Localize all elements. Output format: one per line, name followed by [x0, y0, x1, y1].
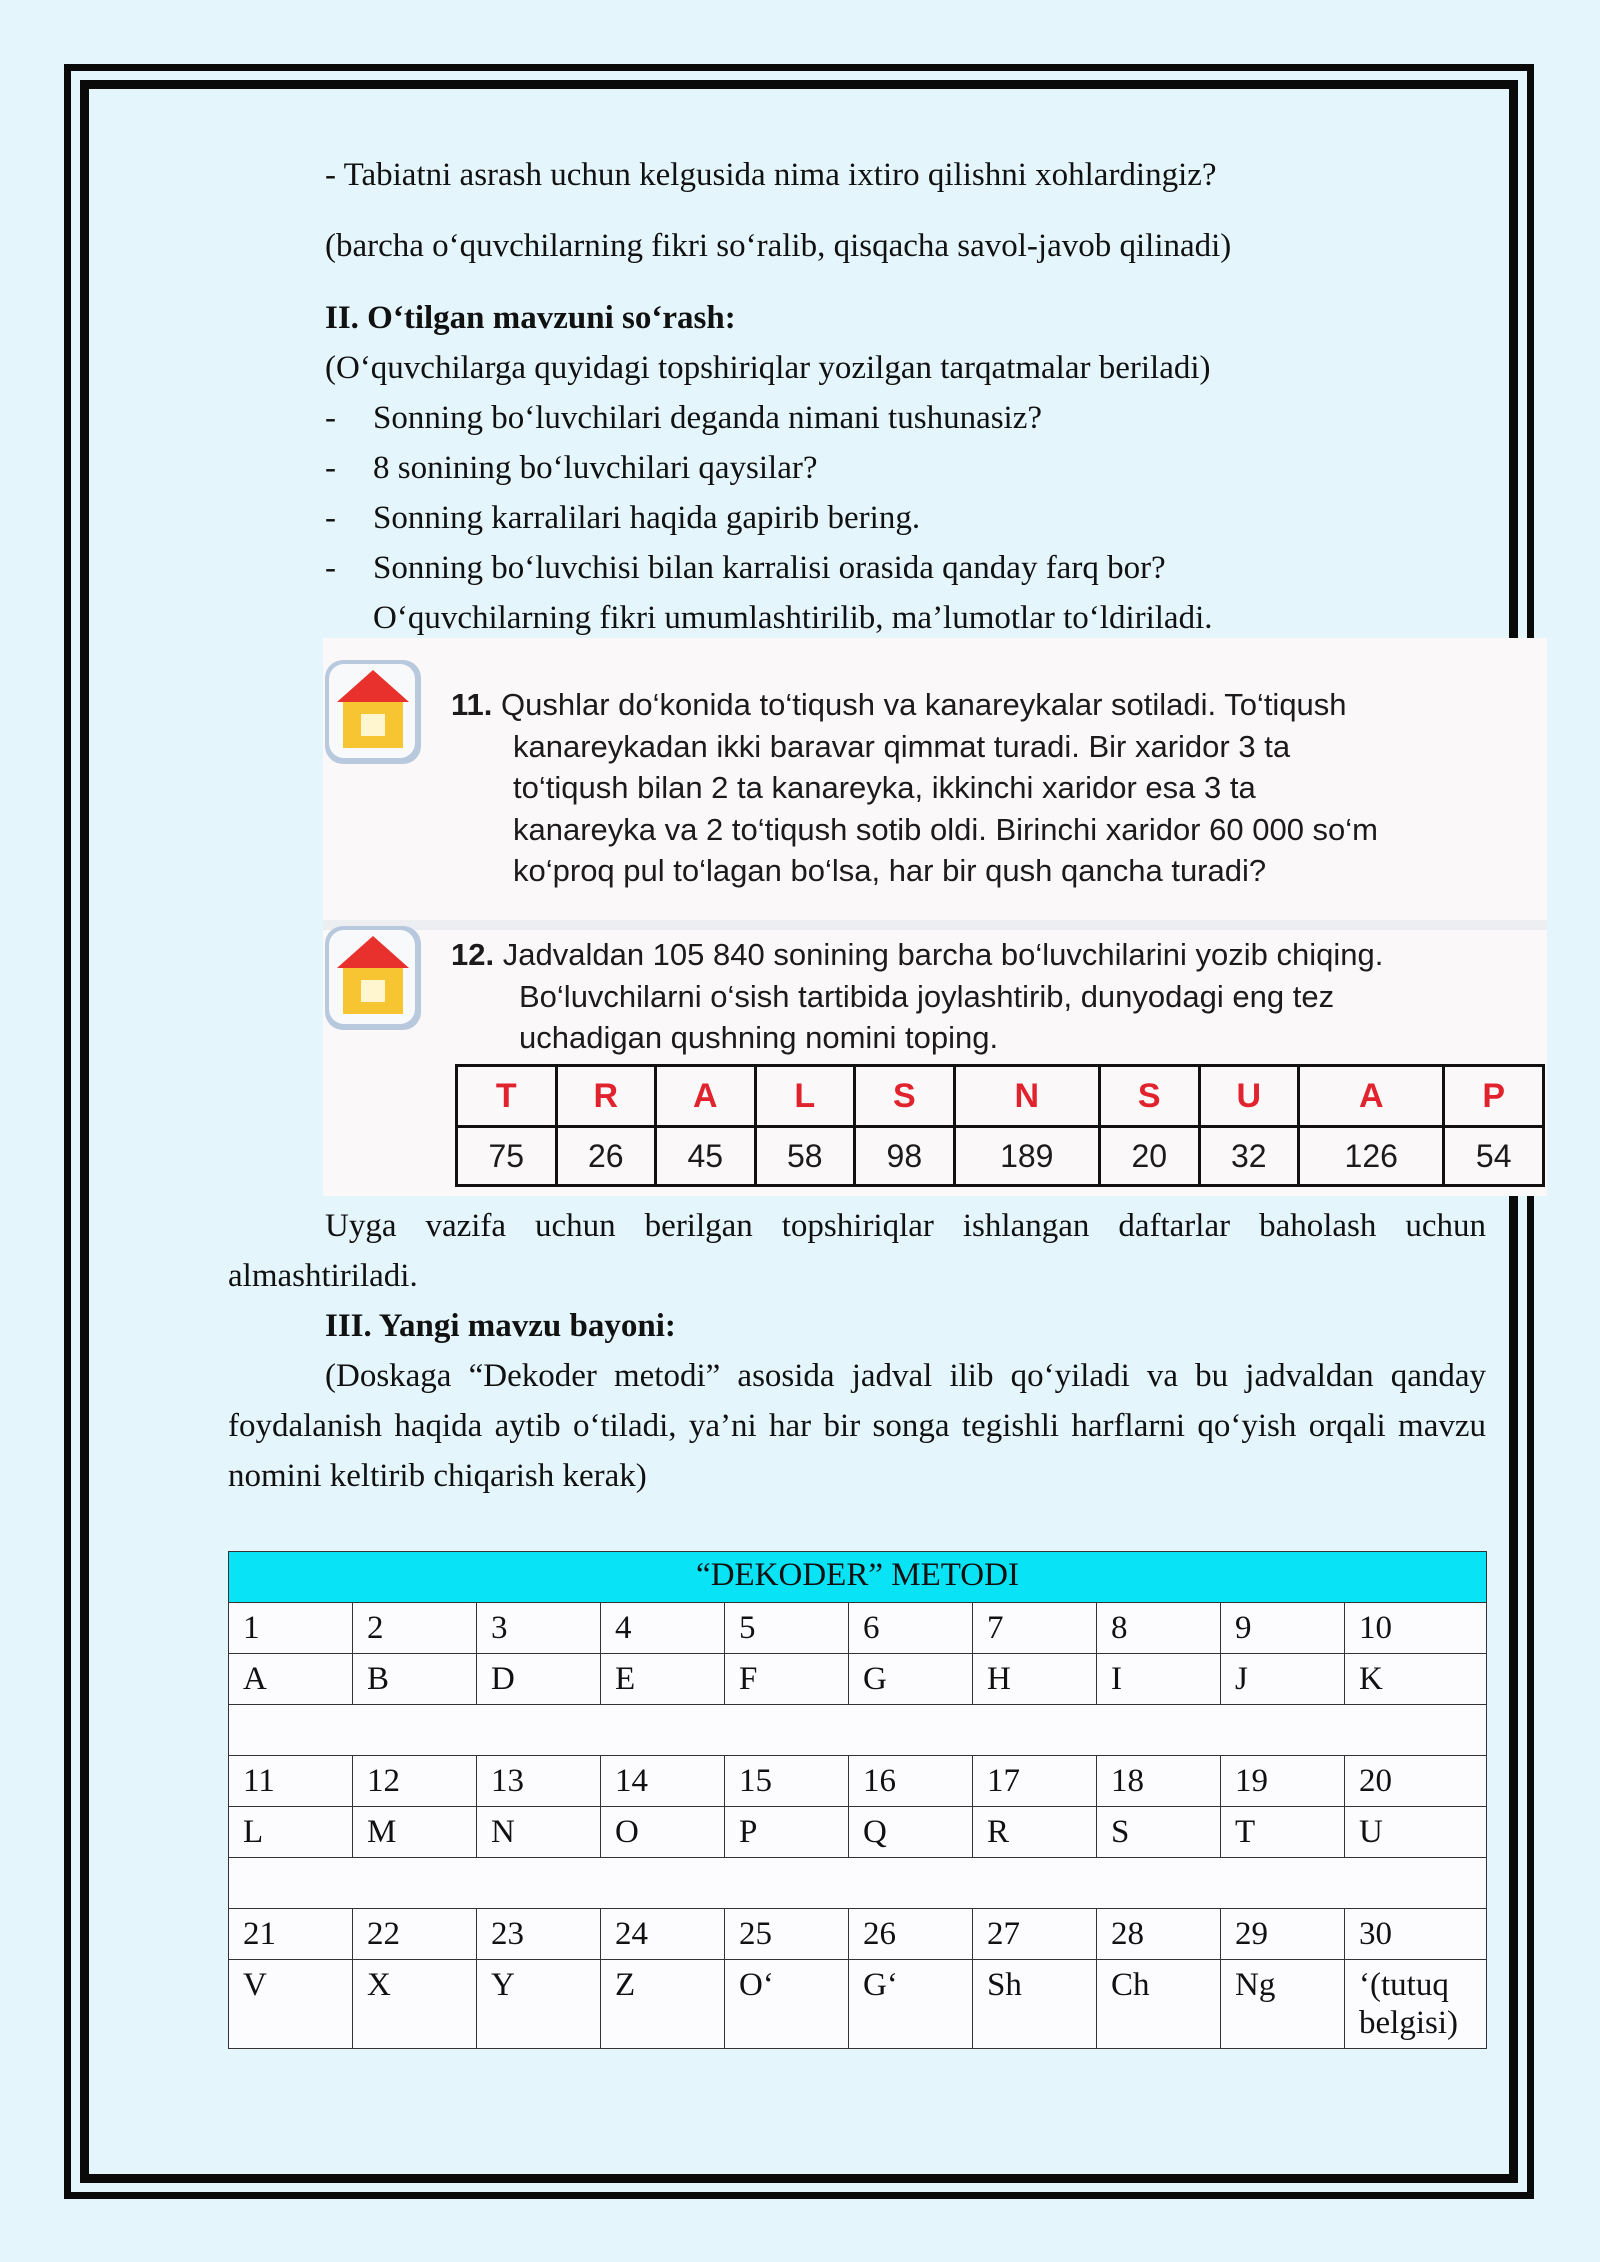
decoder-letter: P — [725, 1807, 849, 1858]
decoder-number: 20 — [1345, 1756, 1487, 1807]
decoder-letter: T — [1221, 1807, 1345, 1858]
decoder-number: 21 — [229, 1909, 353, 1960]
homework-text: Uyga vazifa uchun berilgan topshiriqlar ishlangan daftarlar baholash uchun almashtiriladi. — [228, 1208, 1486, 1294]
decoder-letter: Q — [849, 1807, 973, 1858]
decoder-header-row — [229, 1552, 1487, 1603]
decoder-number: 28 — [1097, 1909, 1221, 1960]
decoder-number: 2 — [353, 1603, 477, 1654]
exercise-line: Qushlar do‘konida to‘tiqush va kanareykalar sotiladi. To‘tiqush — [501, 687, 1347, 722]
decoder-letter: Z — [601, 1960, 725, 2049]
exercise-number: 12. — [451, 937, 495, 972]
decoder-letter-row — [229, 1960, 1487, 2049]
decoder-letter: F — [725, 1654, 849, 1705]
decoder-letter: ‘(tutuq belgisi) — [1345, 1960, 1487, 2049]
question-invent: - Tabiatni asrash uchun kelgusida nima ixtiro qilishni xohlardingiz? — [325, 157, 1217, 193]
exercise-number: 11. — [451, 687, 493, 722]
decoder-letter: K — [1345, 1654, 1487, 1705]
decoder-number: 11 — [229, 1756, 353, 1807]
decoder-number: 23 — [477, 1909, 601, 1960]
list-item-text: Sonning bo‘luvchisi bilan karralisi orasida qanday farq bor? — [373, 550, 1166, 586]
decoder-number: 10 — [1345, 1603, 1487, 1654]
letter-cell: R — [556, 1066, 656, 1127]
number-cell: 189 — [954, 1127, 1099, 1186]
letter-cell: T — [457, 1066, 557, 1127]
exercise-line: kanareykadan ikki baravar qimmat turadi. Bir xaridor 3 ta — [513, 728, 1291, 764]
decoder-number: 26 — [849, 1909, 973, 1960]
decoder-letter: B — [353, 1654, 477, 1705]
exercise-11 — [451, 684, 1347, 726]
house-icon — [323, 924, 423, 1032]
section-3-text: (Doskaga “Dekoder metodi” asosida jadval ilib qo‘yiladi va bu jadvaldan qanday foydalanish haqida aytib o‘tiladi, ya’ni har bir songa tegishli harflarni qo‘yish orqali mavzu nomini keltirib chiqarish kerak) — [228, 1358, 1486, 1494]
house-icon — [323, 658, 423, 766]
decoder-number: 9 — [1221, 1603, 1345, 1654]
decoder-number: 12 — [353, 1756, 477, 1807]
note-discussion: (barcha o‘quvchilarning fikri so‘ralib, qisqacha savol-javob qilinadi) — [325, 228, 1232, 264]
exercise-line: ko‘proq pul to‘lagan bo‘lsa, har bir qush qancha turadi? — [513, 853, 1267, 888]
decoder-letter: Y — [477, 1960, 601, 2049]
decoder-letter: A — [229, 1654, 353, 1705]
number-cell: 75 — [457, 1127, 557, 1186]
letter-cell: A — [1299, 1066, 1444, 1127]
decoder-letter: X — [353, 1960, 477, 2049]
note-handouts: (O‘quvchilarga quyidagi topshiriqlar yozilgan tarqatmalar beriladi) — [325, 350, 1211, 386]
textbook-excerpt — [323, 638, 1547, 1196]
decoder-number: 17 — [973, 1756, 1097, 1807]
decoder-number: 25 — [725, 1909, 849, 1960]
decoder-letter: O — [601, 1807, 725, 1858]
list-item-text: Sonning bo‘luvchilari deganda nimani tushunasiz? — [373, 400, 1043, 436]
decoder-letter-row — [229, 1807, 1487, 1858]
exercise-line: Jadvaldan 105 840 sonining barcha bo‘luvchilarini yozib chiqing. — [502, 937, 1384, 972]
decoder-letter: Ng — [1221, 1960, 1345, 2049]
decoder-letter: O‘ — [725, 1960, 849, 2049]
decoder-letter: S — [1097, 1807, 1221, 1858]
decoder-number-row — [229, 1909, 1487, 1960]
number-cell: 54 — [1444, 1127, 1544, 1186]
decoder-letter: G‘ — [849, 1960, 973, 2049]
decoder-letter: N — [477, 1807, 601, 1858]
letter-cell: N — [954, 1066, 1099, 1127]
decoder-number: 29 — [1221, 1909, 1345, 1960]
decoder-number-row — [229, 1756, 1487, 1807]
decoder-number: 3 — [477, 1603, 601, 1654]
decoder-number: 4 — [601, 1603, 725, 1654]
decoder-letter: G — [849, 1654, 973, 1705]
decoder-letter: V — [229, 1960, 353, 2049]
letter-cell: U — [1199, 1066, 1299, 1127]
decoder-letter: Sh — [973, 1960, 1097, 2049]
decoder-number: 14 — [601, 1756, 725, 1807]
exercise-line: to‘tiqush bilan 2 ta kanareyka, ikkinchi xaridor esa 3 ta — [513, 770, 1256, 805]
decoder-letter: D — [477, 1654, 601, 1705]
decoder-number-row — [229, 1603, 1487, 1654]
number-cell: 26 — [556, 1127, 656, 1186]
decoder-letter: U — [1345, 1807, 1487, 1858]
decoder-letter-row — [229, 1654, 1487, 1705]
exercise-line: uchadigan qushning nomini toping. — [519, 1020, 999, 1055]
decoder-number: 18 — [1097, 1756, 1221, 1807]
section-3-title: III. Yangi mavzu bayoni: — [325, 1308, 676, 1344]
number-cell: 98 — [855, 1127, 955, 1186]
list-dash: - — [325, 400, 336, 436]
exercise-12 — [451, 934, 1383, 976]
number-cell: 58 — [755, 1127, 855, 1186]
list-dash: - — [325, 450, 336, 486]
decoder-table — [228, 1551, 1487, 2049]
decoder-number: 15 — [725, 1756, 849, 1807]
decoder-letter: J — [1221, 1654, 1345, 1705]
decoder-letter: Ch — [1097, 1960, 1221, 2049]
decoder-spacer — [229, 1705, 1487, 1756]
excerpt-divider — [323, 920, 1547, 930]
decoder-number: 13 — [477, 1756, 601, 1807]
decoder-spacer-row — [229, 1705, 1487, 1756]
decoder-letter: R — [973, 1807, 1097, 1858]
number-cell: 20 — [1099, 1127, 1199, 1186]
decoder-number: 30 — [1345, 1909, 1487, 1960]
number-cell: 32 — [1199, 1127, 1299, 1186]
decoder-number: 1 — [229, 1603, 353, 1654]
letter-cell: S — [1099, 1066, 1199, 1127]
letters-row — [457, 1066, 1544, 1127]
summary-text: O‘quvchilarning fikri umumlashtirilib, ma’lumotlar to‘ldiriladi. — [373, 600, 1213, 636]
letter-cell: S — [855, 1066, 955, 1127]
decoder-title: “DEKODER” METODI — [229, 1552, 1487, 1603]
decoder-letter: M — [353, 1807, 477, 1858]
decoder-number: 16 — [849, 1756, 973, 1807]
list-item-text: Sonning karralilari haqida gapirib bering. — [373, 500, 921, 536]
decoder-letter: E — [601, 1654, 725, 1705]
decoder-number: 24 — [601, 1909, 725, 1960]
list-dash: - — [325, 550, 336, 586]
section-2-title: II. O‘tilgan mavzuni so‘rash: — [325, 300, 736, 336]
decoder-spacer — [229, 1858, 1487, 1909]
decoder-number: 7 — [973, 1603, 1097, 1654]
letters-numbers-table — [455, 1064, 1545, 1187]
letter-cell: L — [755, 1066, 855, 1127]
decoder-number: 22 — [353, 1909, 477, 1960]
decoder-number: 27 — [973, 1909, 1097, 1960]
number-cell: 126 — [1299, 1127, 1444, 1186]
decoder-letter: L — [229, 1807, 353, 1858]
decoder-letter: I — [1097, 1654, 1221, 1705]
decoder-spacer-row — [229, 1858, 1487, 1909]
exercise-line: kanareyka va 2 to‘tiqush sotib oldi. Birinchi xaridor 60 000 so‘m — [513, 811, 1379, 847]
decoder-letter: H — [973, 1654, 1097, 1705]
decoder-number: 5 — [725, 1603, 849, 1654]
decoder-number: 19 — [1221, 1756, 1345, 1807]
list-item-text: 8 sonining bo‘luvchilari qaysilar? — [373, 450, 818, 486]
numbers-row — [457, 1127, 1544, 1186]
letter-cell: A — [656, 1066, 756, 1127]
decoder-number: 8 — [1097, 1603, 1221, 1654]
decoder-number: 6 — [849, 1603, 973, 1654]
letter-cell: P — [1444, 1066, 1544, 1127]
list-dash: - — [325, 500, 336, 536]
number-cell: 45 — [656, 1127, 756, 1186]
exercise-line: Bo‘luvchilarni o‘sish tartibida joylashtirib, dunyodagi eng tez — [519, 978, 1335, 1014]
